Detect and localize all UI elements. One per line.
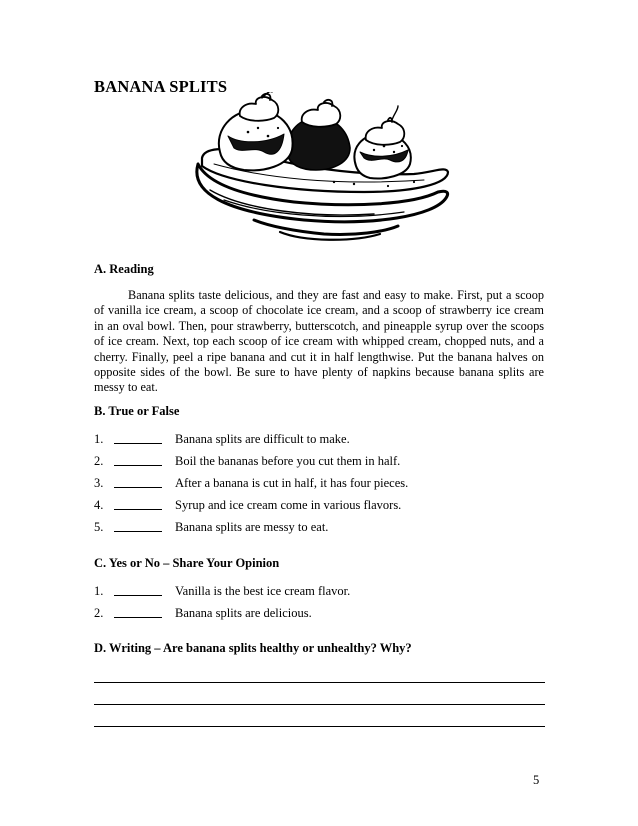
yes-no-list — [94, 583, 544, 627]
answer-blank[interactable] — [114, 531, 162, 532]
item-number: 5. — [94, 520, 104, 534]
true-false-item — [94, 453, 544, 475]
true-false-item — [94, 431, 544, 453]
item-statement: Banana splits are delicious. — [175, 606, 312, 620]
item-number: 4. — [94, 498, 104, 512]
item-statement: Banana splits are difficult to make. — [175, 432, 350, 446]
true-false-item — [94, 519, 544, 541]
item-statement: After a banana is cut in half, it has four pieces. — [175, 476, 409, 490]
page-title: BANANA SPLITS — [94, 77, 228, 96]
answer-blank[interactable] — [114, 443, 162, 444]
writing-heading: D. Writing – Are banana splits healthy or unhealthy? Why? — [94, 641, 412, 655]
true-false-list — [94, 431, 544, 541]
item-number: 2. — [94, 454, 104, 468]
true-false-heading: B. True or False — [94, 404, 180, 418]
item-number: 2. — [94, 606, 104, 620]
answer-blank[interactable] — [114, 617, 162, 618]
item-statement: Banana splits are messy to eat. — [175, 520, 329, 534]
item-statement: Syrup and ice cream come in various flavors. — [175, 498, 402, 512]
answer-blank[interactable] — [114, 487, 162, 488]
yes-no-item — [94, 583, 544, 605]
banana-split-illustration — [184, 92, 456, 244]
item-number: 1. — [94, 432, 104, 446]
writing-line[interactable] — [94, 682, 545, 683]
yes-no-item — [94, 605, 544, 627]
answer-blank[interactable] — [114, 509, 162, 510]
page-number: 5 — [533, 773, 540, 787]
item-statement: Boil the bananas before you cut them in half. — [175, 454, 401, 468]
item-number: 1. — [94, 584, 104, 598]
answer-blank[interactable] — [114, 465, 162, 466]
answer-blank[interactable] — [114, 595, 162, 596]
item-statement: Vanilla is the best ice cream flavor. — [175, 584, 351, 598]
true-false-item — [94, 475, 544, 497]
item-number: 3. — [94, 476, 104, 490]
reading-paragraph: Banana splits taste delicious, and they are fast and easy to make. First, put a scoop of vanilla ice cream, a scoop of chocolate ice cream, and a scoop of strawberry ice cream in an oval bowl. Then, pour strawberry, butterscotch, and pineapple syrup over the scoops of ice cream. Next, top each scoop of ice cream with whipped cream, chopped nuts, and a cherry. Finally, peel a ripe banana and cut it in half lengthwise. Put the banana halves on opposite sides of the bowl. Be sure to have plenty of napkins because banana splits are messy to eat. — [94, 288, 544, 395]
yes-no-heading: C. Yes or No – Share Your Opinion — [94, 556, 280, 570]
true-false-item — [94, 497, 544, 519]
reading-heading: A. Reading — [94, 262, 154, 276]
writing-line[interactable] — [94, 726, 545, 727]
writing-line[interactable] — [94, 704, 545, 705]
